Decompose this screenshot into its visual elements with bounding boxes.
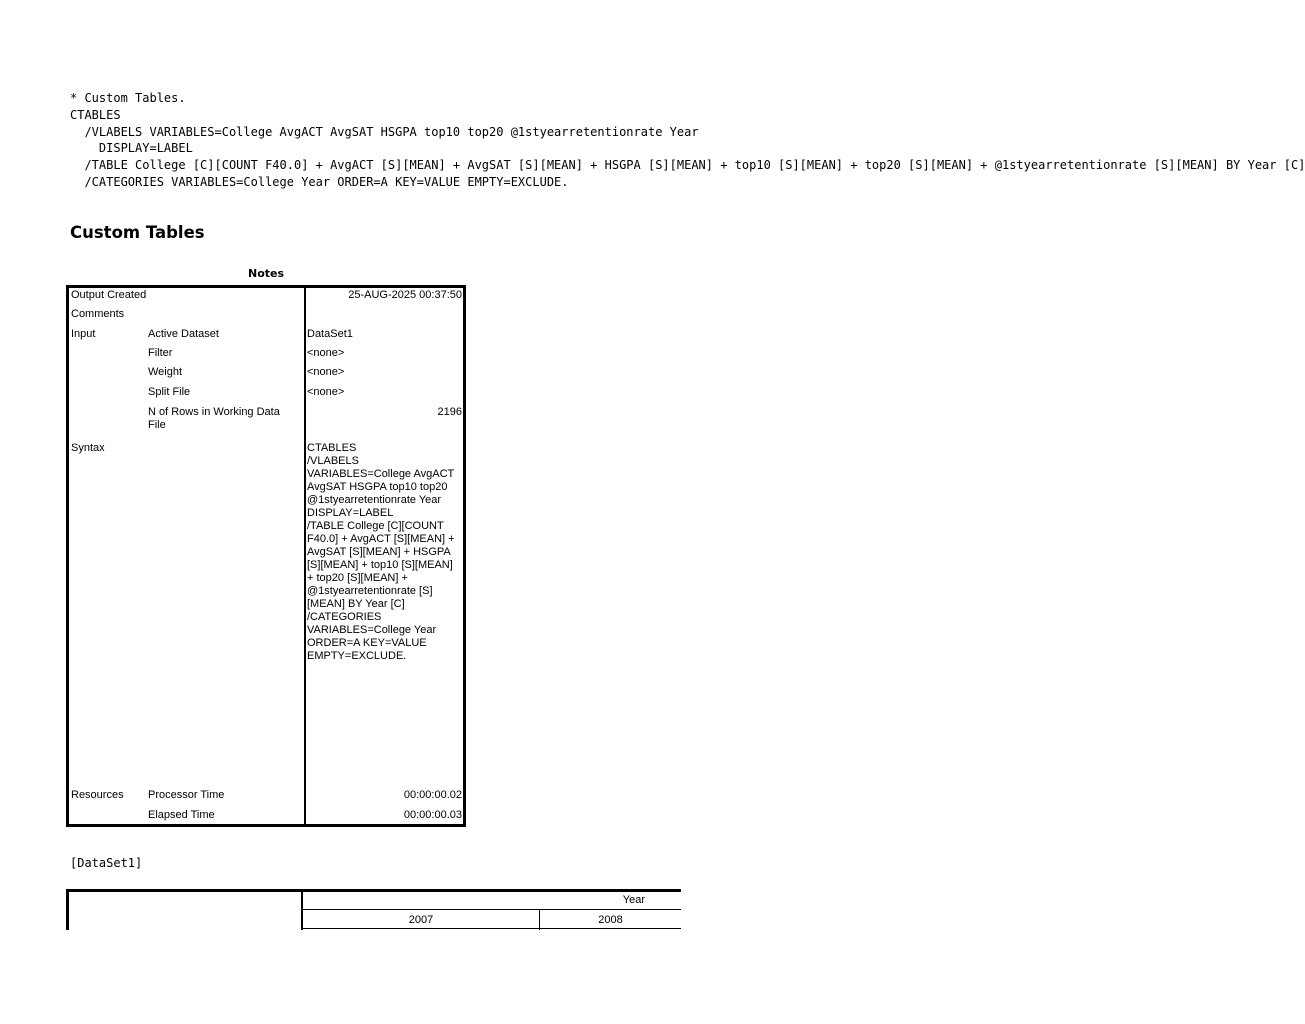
processor-time-label: Processor Time [148,789,225,801]
year-column-header: Year [622,894,645,906]
syntax-line: /TABLE College [C][COUNT F40.0] + AvgACT [S][MEAN] + AvgSAT [S][MEAN] + HSGPA [S][MEAN] + top10 [S][MEAN] + top20 [S][MEAN] + @1styearretentionrate [S][MEAN] BY Year [C] [70,158,1305,173]
syntax-line: /VLABELS VARIABLES=College AvgACT AvgSAT HSGPA top10 top20 @1styearretentionrate Year [70,124,699,139]
table-left-border [66,889,69,930]
syntax-code-block [70,90,1305,191]
syntax-line: * Custom Tables. [70,91,186,105]
n-rows-value: 2196 [437,406,462,418]
filter-value: <none> [307,347,345,359]
elapsed-time-label: Elapsed Time [148,809,215,821]
syntax-label: Syntax [71,442,105,454]
notes-table [66,285,466,827]
n-rows-label: N of Rows in Working Data File [148,406,280,431]
resources-label: Resources [71,789,124,801]
elapsed-time-value: 00:00:00.03 [403,809,462,821]
active-dataset-label: Active Dataset [148,328,219,340]
syntax-line: CTABLES [70,107,121,122]
input-label: Input [71,328,96,340]
notes-column-divider [304,288,306,824]
syntax-value: CTABLES /VLABELS VARIABLES=College AvgACT AvgSAT HSGPA top10 top20 @1styearretentionrate Year DISPLAY=LABEL /TABLE College [C][COUNT F40.0] + AvgACT [S][MEAN] + AvgSAT [S][MEAN] + HSGPA [S][MEAN] + top10 [S][MEAN] + top20 [S][MEAN] + @1styearretentionrate [S] [MEAN] BY Year [C] /CATEGORIES VARIABLES=College Year ORDER=A KEY=VALUE EMPTY=EXCLUDE. [307,442,455,662]
section-title: Custom Tables [70,223,205,242]
filter-label: Filter [148,347,173,359]
processor-time-value: 00:00:00.02 [403,789,462,801]
syntax-line: /CATEGORIES VARIABLES=College Year ORDER=A KEY=VALUE EMPTY=EXCLUDE. [70,174,569,189]
weight-value: <none> [307,366,345,378]
split-file-label: Split File [148,386,191,398]
output-created-value: 25-AUG-2025 00:37:50 [348,289,462,301]
dataset-label: [DataSet1] [70,856,143,870]
output-created-label: Output Created [71,289,147,301]
notes-table-title: Notes [247,267,285,280]
year-header-underline [303,909,681,910]
year-2007-header: 2007 [408,914,434,926]
weight-label: Weight [148,366,183,378]
year-2008-header: 2008 [598,914,623,926]
comments-label: Comments [71,308,125,320]
table-top-border [66,889,681,892]
custom-table [66,889,681,930]
split-file-value: <none> [307,386,345,398]
year-row-underline [303,928,681,929]
active-dataset-value: DataSet1 [307,328,353,340]
syntax-line: DISPLAY=LABEL [70,141,193,156]
